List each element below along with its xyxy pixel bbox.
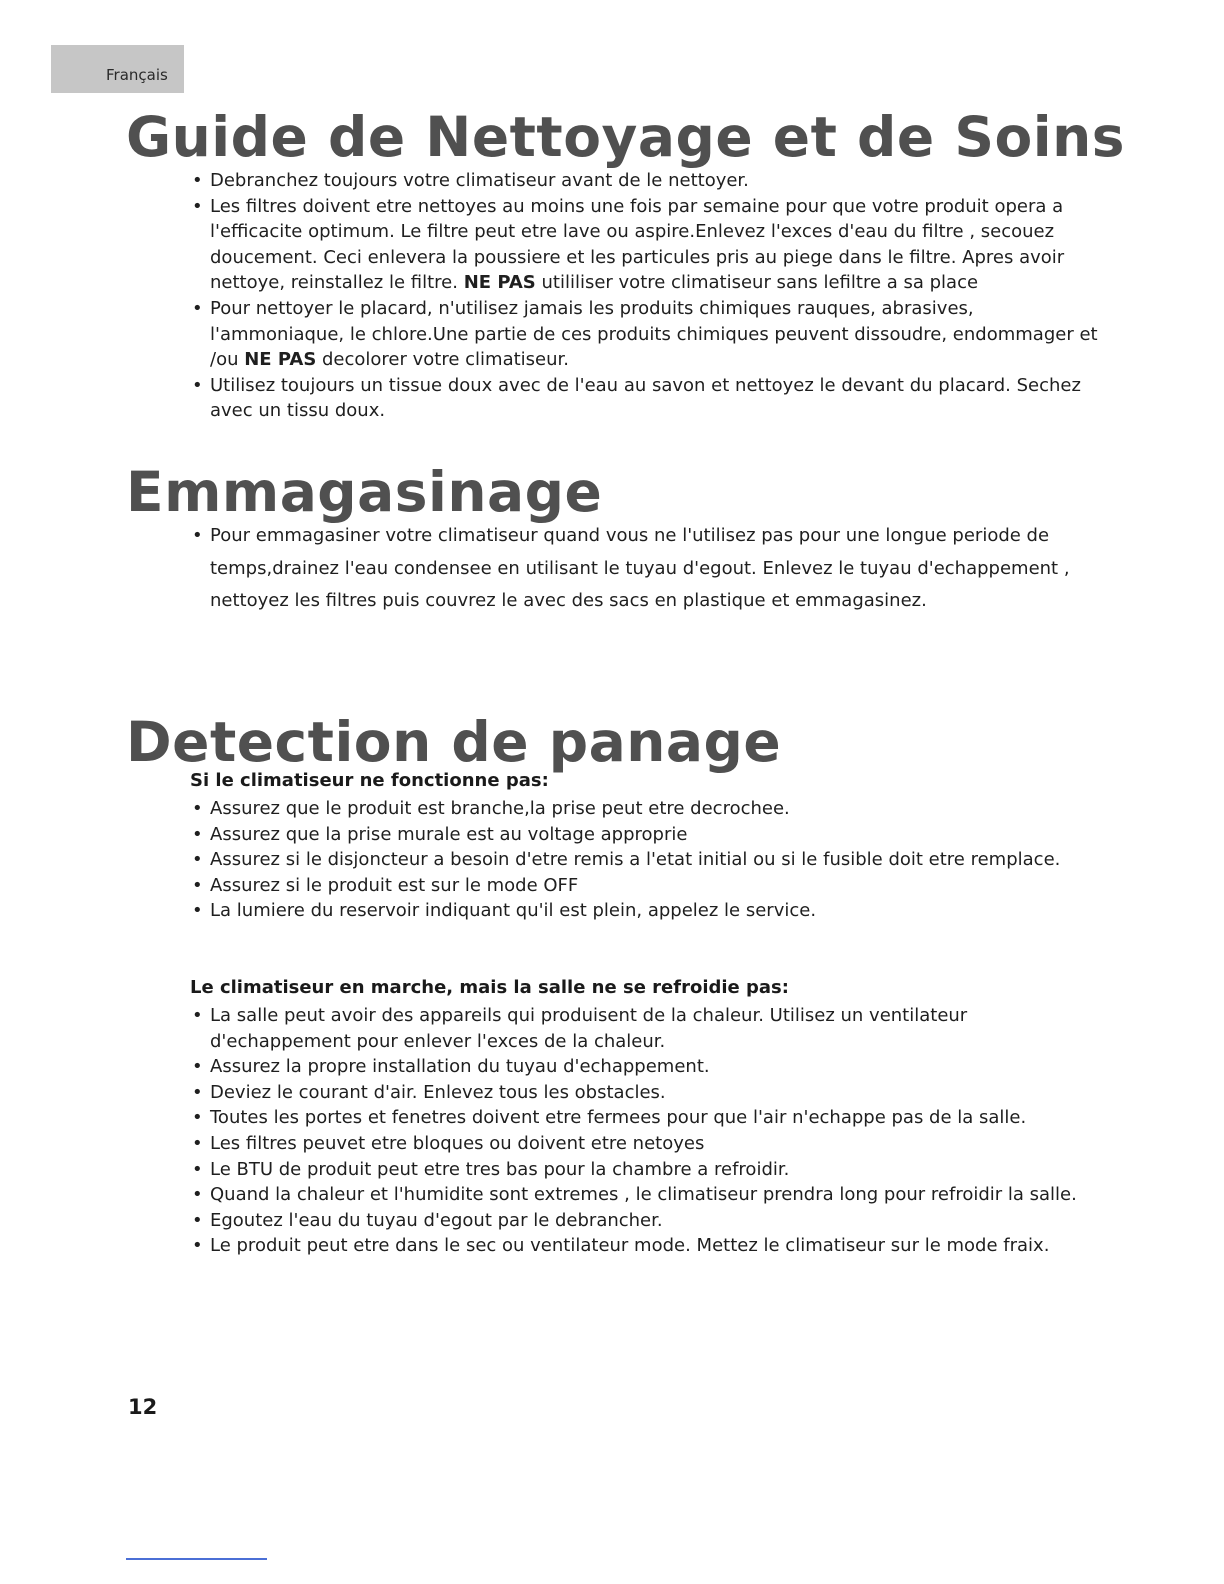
list-item: • Egoutez l'eau du tuyau d'egout par le debrancher. xyxy=(190,1208,1110,1234)
list-item: • Le produit peut etre dans le sec ou ventilateur mode. Mettez le climatiseur sur le mode fraix. xyxy=(190,1233,1110,1259)
subheading-not-cooling: Le climatiseur en marche, mais la salle ne se refroidie pas: xyxy=(190,977,789,998)
list-item: • Quand la chaleur et l'humidite sont extremes , le climatiseur prendra long pour refroidir la salle. xyxy=(190,1182,1110,1208)
language-tab xyxy=(51,45,184,93)
troubleshooting-title: Detection de panage xyxy=(126,710,782,774)
list-item: • Assurez que le produit est branche,la prise peut etre decrochee. xyxy=(190,796,1110,822)
list-item: • La salle peut avoir des appareils qui produisent de la chaleur. Utilisez un ventilateur d'echappement pour enlever l'exces de la chaleur. xyxy=(190,1003,1110,1054)
list-item: • Assurez la propre installation du tuyau d'echappement. xyxy=(190,1054,1110,1080)
subheading-not-working: Si le climatiseur ne fonctionne pas: xyxy=(190,770,549,791)
warning-emphasis: NE PAS xyxy=(244,349,317,371)
list-item: • Deviez le courant d'air. Enlevez tous les obstacles. xyxy=(190,1080,1110,1106)
list-item: • Pour emmagasiner votre climatiseur quand vous ne l'utilisez pas pour une longue periode de temps,drainez l'eau condensee en utilisant le tuyau d'egout. Enlevez le tuyau d'echappement , nettoyez les filtres puis couvrez le avec des sacs en plastique et emmagasinez. xyxy=(190,520,1110,618)
cleaning-title: Guide de Nettoyage et de Soins xyxy=(126,105,1125,169)
not-cooling-list xyxy=(190,1003,1110,1259)
list-item: • Toutes les portes et fenetres doivent etre fermees pour que l'air n'echappe pas de la salle. xyxy=(190,1105,1110,1131)
list-item: • Le BTU de produit peut etre tres bas pour la chambre a refroidir. xyxy=(190,1157,1110,1183)
list-item: • Debranchez toujours votre climatiseur avant de le nettoyer. xyxy=(190,168,1110,194)
list-item: • Les filtres peuvet etre bloques ou doivent etre netoyes xyxy=(190,1131,1110,1157)
list-item: • Utilisez toujours un tissue doux avec de l'eau au savon et nettoyez le devant du placard. Sechez avec un tissu doux. xyxy=(190,373,1110,424)
warning-emphasis: NE PAS xyxy=(463,272,536,294)
list-item: • Assurez si le disjoncteur a besoin d'etre remis a l'etat initial ou si le fusible doit etre remplace. xyxy=(190,847,1110,873)
cleaning-list xyxy=(190,168,1110,424)
page-number: 12 xyxy=(128,1395,158,1419)
language-label: Français xyxy=(106,66,168,84)
list-item: • Pour nettoyer le placard, n'utilisez jamais les produits chimiques rauques, abrasives, l'ammoniaque, le chlore.Une partie de ces produits chimiques peuvent dissoudre, endommager et /ou NE PAS decolorer votre climatiseur. xyxy=(190,296,1110,373)
list-item: • Assurez si le produit est sur le mode OFF xyxy=(190,873,1110,899)
storage-title: Emmagasinage xyxy=(126,460,603,524)
list-item: • La lumiere du reservoir indiquant qu'il est plein, appelez le service. xyxy=(190,898,1110,924)
footer-rule xyxy=(126,1558,267,1560)
storage-list xyxy=(190,520,1110,618)
list-item: • Les filtres doivent etre nettoyes au moins une fois par semaine pour que votre produit opera a l'efficacite optimum. Le filtre peut etre lave ou aspire.Enlevez l'exces d'eau du filtre , secouez doucement. Ceci enlevera la poussiere et les particules pris au piege dans le filtre. Apres avoir nettoye, reinstallez le filtre. NE PAS utililiser votre climatiseur sans lefiltre a sa place xyxy=(190,194,1110,296)
list-item: • Assurez que la prise murale est au voltage approprie xyxy=(190,822,1110,848)
not-working-list xyxy=(190,796,1110,924)
